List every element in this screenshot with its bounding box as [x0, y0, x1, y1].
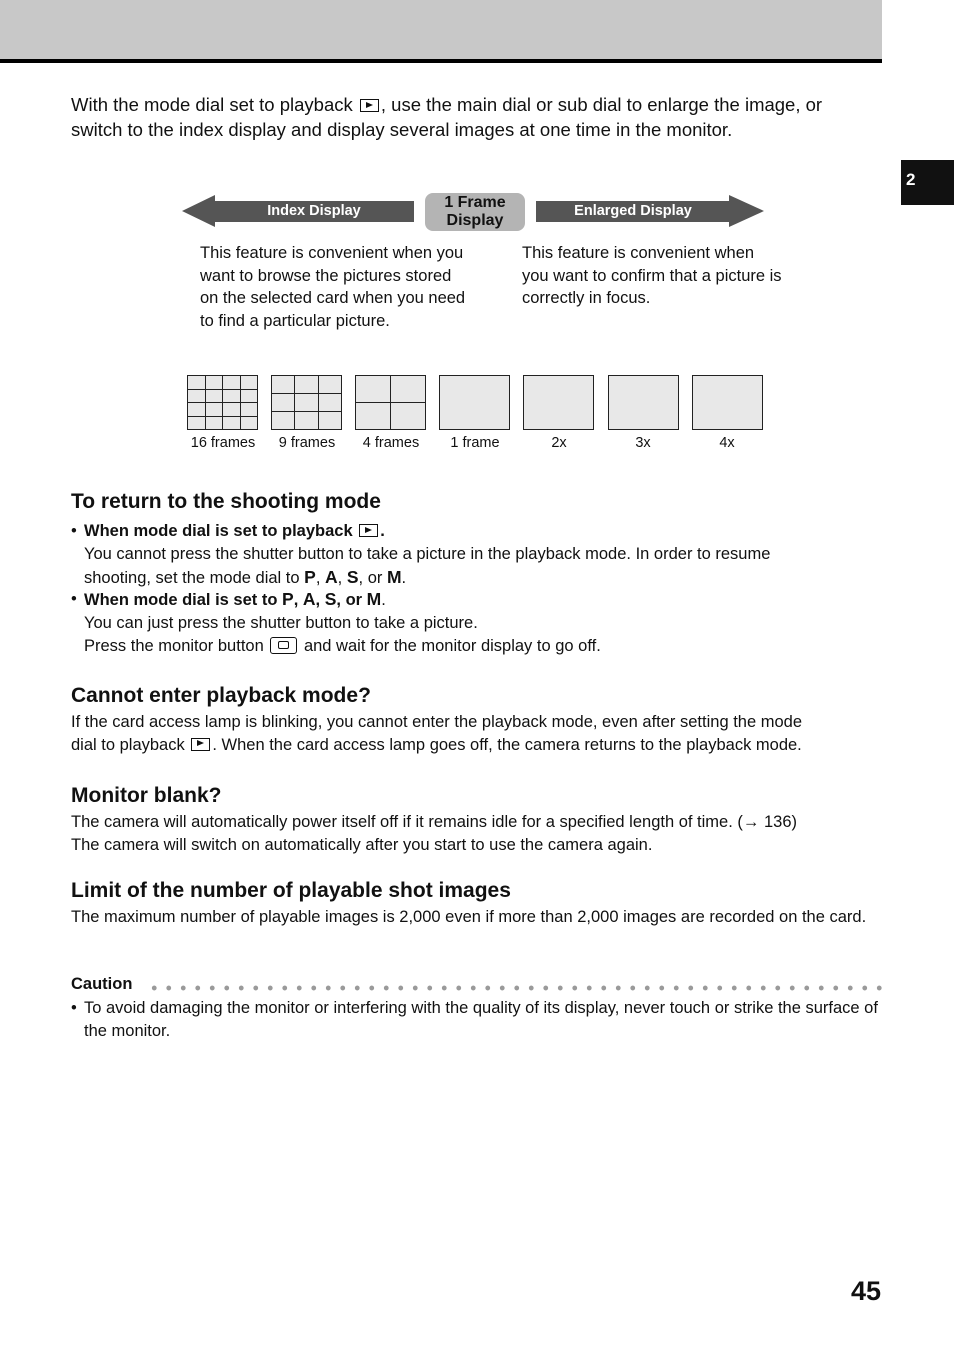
thumbnail-4-frames — [355, 375, 426, 430]
thumbnail-2x — [523, 375, 594, 430]
intro-text-end: , use the main dial or sub dial to enlarge the image, or switch to the index display and display several images at one time in the monitor. — [71, 94, 823, 140]
monitor-blank-text: The camera will automatically power itself off if it remains idle for a specified length of time. (→ 136) The camera will switch on automatically after you start to use the camera again. — [71, 813, 797, 854]
playback-icon — [191, 738, 210, 751]
enlarged-display-description: This feature is convenient when you want to confirm that a picture is correctly in focus. — [522, 244, 782, 308]
mode-m-label: M — [386, 566, 402, 587]
mode-a-label: A — [325, 566, 338, 587]
bullet-text-line: You cannot press the shutter button to take a picture in the playback mode. In order to resume — [84, 544, 771, 563]
section-title-playable-limit: Limit of the number of playable shot images — [71, 879, 511, 902]
right-arrow-head — [729, 195, 764, 227]
section-title-return-to-shooting: To return to the shooting mode — [71, 490, 381, 513]
thumbnail-label: 3x — [635, 435, 651, 451]
playback-icon — [359, 524, 378, 537]
index-display-arrow — [182, 193, 414, 229]
thumbnail-9-frames — [271, 375, 342, 430]
bullet-playback-mode — [71, 520, 886, 589]
thumbnail-label: 4x — [719, 435, 735, 451]
playable-limit-text: The maximum number of playable images is 2,000 even if more than 2,000 images are recorded on the card. — [71, 908, 867, 926]
playback-icon — [360, 99, 379, 112]
bullet-shooting-modes: • When mode dial is set to P, A, S, or M. You can just press the shutter button to take a picture. Press the monitor button and wait for the monitor display to go off. — [71, 589, 601, 655]
thumbnail-label: 1 frame — [450, 435, 500, 451]
bullet-text-line: Press the monitor button and wait for the monitor display to go off. — [84, 636, 601, 655]
bullet-text-line: You can just press the shutter button to take a picture. — [84, 613, 478, 632]
monitor-button-icon — [270, 637, 297, 654]
thumbnail-label: 2x — [551, 435, 567, 451]
thumbnail-4x — [692, 375, 763, 430]
bullet-heading: When mode dial is set to playback . — [84, 522, 385, 540]
thumbnail-label: 4 frames — [362, 435, 420, 451]
header-band — [0, 0, 882, 59]
display-mode-diagram — [182, 193, 764, 231]
index-display-description: This feature is convenient when you want to browse the pictures stored on the selected card when you need to find a particular picture. — [200, 244, 466, 331]
intro-paragraph — [71, 92, 851, 142]
thumbnail-3x — [608, 375, 679, 430]
one-frame-line1: 1 Frame — [444, 194, 506, 211]
page-number: 45 — [851, 1276, 882, 1306]
enlarged-display-label: Enlarged Display — [536, 201, 730, 222]
thumbnail-1-frame — [439, 375, 510, 430]
mode-s-label: S — [346, 566, 359, 587]
bullet-heading: When mode dial is set to P, A, S, or M — [84, 589, 382, 609]
left-arrow-head — [182, 195, 215, 227]
caution-dotted-rule — [147, 985, 883, 991]
one-frame-display-label — [425, 193, 525, 231]
mode-p-label: P — [304, 566, 316, 587]
cannot-enter-playback-text: If the card access lamp is blinking, you cannot enter the playback mode, even after setting the mode dial to playback . When the card access lamp goes off, the camera returns to the playback mode. — [71, 713, 802, 754]
bullet-text-line: shooting, set the mode dial to P, A, S, or M. — [84, 566, 407, 587]
chapter-tab: 2 — [901, 160, 954, 205]
caution-text: To avoid damaging the monitor or interfering with the quality of its display, never touch or strike the surface of the monitor. — [84, 999, 878, 1040]
section-title-monitor-blank: Monitor blank? — [71, 784, 222, 807]
enlarged-display-arrow — [536, 193, 764, 229]
thumbnail-label: 9 frames — [278, 435, 336, 451]
caution-bullet — [71, 997, 886, 1043]
bullet-dot: • — [71, 590, 77, 608]
caution-title: Caution — [71, 975, 133, 993]
index-display-label: Index Display — [214, 201, 414, 222]
bullet-dot: • — [71, 999, 77, 1017]
bullet-dot: • — [71, 522, 77, 540]
thumbnail-label: 16 frames — [190, 435, 256, 451]
header-rule — [0, 59, 882, 63]
section-title-cannot-enter-playback: Cannot enter playback mode? — [71, 684, 371, 707]
intro-text-start: With the mode dial set to playback — [71, 94, 358, 115]
one-frame-line2: Display — [446, 212, 504, 229]
thumbnail-16-frames — [187, 375, 258, 430]
